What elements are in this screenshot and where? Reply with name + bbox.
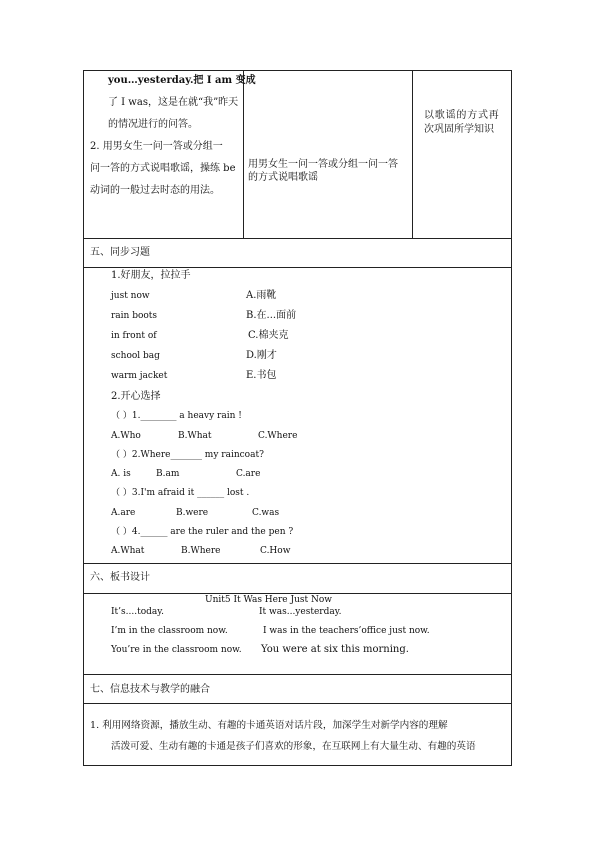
board-line-left: I’m in the classroom now. — [111, 626, 228, 636]
row-divider — [84, 674, 511, 675]
method-text-line: 2. 用男女生一问一答或分组一 — [90, 141, 223, 152]
method-text-line: 问一答的方式说唱歌谣，操练 be — [90, 163, 236, 174]
section-heading-board-design: 六、板书设计 — [90, 572, 150, 583]
match-chinese: C.棉夹克 — [248, 330, 289, 341]
board-line-right: It was...yesterday. — [259, 607, 342, 617]
column-divider — [412, 71, 413, 238]
method-text-line: 的情况进行的问答。 — [108, 119, 198, 130]
section-heading-exercises: 五、同步习题 — [90, 247, 150, 258]
option-c: C.are — [236, 469, 261, 479]
purpose-text-line: 以歌谣的方式再 — [424, 110, 500, 121]
option-a: A.Who — [111, 431, 141, 441]
method-text-line: 动词的一般过去时态的用法。 — [90, 185, 220, 196]
match-chinese: D.刚才 — [246, 350, 277, 361]
question-text: （ ）4.______ are the ruler and the pen ? — [111, 527, 294, 537]
lesson-plan-table — [83, 70, 512, 766]
match-chinese: A.雨靴 — [246, 290, 277, 301]
method-text-line: you…yesterday.把 I am 变成 — [108, 75, 256, 86]
section-heading-it-integration: 七、信息技术与教学的融合 — [90, 684, 210, 695]
question-text: （ ）3.I'm afraid it ______ lost . — [111, 488, 250, 498]
option-a: A.are — [111, 508, 136, 518]
board-title: Unit5 It Was Here Just Now — [205, 595, 332, 605]
board-line-left: You’re in the classroom now. — [111, 645, 242, 655]
option-b: B.am — [156, 469, 180, 479]
match-english: rain boots — [111, 311, 158, 321]
match-english: just now — [111, 291, 150, 301]
option-c: C.How — [260, 546, 291, 556]
purpose-text-line: 次巩固所学知识 — [424, 124, 494, 135]
integration-text-line: 1. 利用网络资源，播放生动、有趣的卡通英语对话片段，加深学生对新学内容的理解 — [90, 720, 448, 731]
board-line-left: It’s....today. — [111, 607, 165, 617]
match-chinese: E.书包 — [246, 370, 277, 381]
match-english: school bag — [111, 351, 160, 361]
question-text: （ ）1.________ a heavy rain ! — [111, 411, 242, 421]
option-c: C.Where — [258, 431, 298, 441]
row-divider — [84, 703, 511, 704]
exercise-title: 2.开心选择 — [111, 391, 161, 402]
method-text-line: 了 I was，这是在就“我”昨天 — [108, 97, 239, 108]
option-b: B.were — [176, 508, 209, 518]
option-a: A.What — [111, 546, 145, 556]
exercise-title: 1.好朋友，拉拉手 — [111, 270, 191, 281]
row-divider — [84, 267, 511, 268]
option-c: C.was — [252, 508, 280, 518]
option-b: B.What — [178, 431, 212, 441]
option-a: A. is — [111, 469, 131, 479]
match-english: in front of — [111, 331, 157, 341]
row-divider — [84, 593, 511, 594]
board-line-right: I was in the teachers’office just now. — [263, 626, 430, 636]
option-b: B.Where — [181, 546, 221, 556]
board-line-right: You were at six this morning. — [261, 644, 409, 655]
row-divider — [84, 238, 511, 239]
column-divider — [243, 71, 244, 238]
activity-text-line: 的方式说唱歌谣 — [248, 172, 318, 183]
activity-text-line: 用男女生一问一答或分组一问一答 — [248, 159, 398, 170]
question-text: （ ）2.Where_______ my raincoat? — [111, 450, 264, 460]
match-english: warm jacket — [111, 371, 168, 381]
match-chinese: B.在...面前 — [246, 310, 297, 321]
row-divider — [84, 563, 511, 564]
integration-text-line: 活泼可爱、生动有趣的卡通是孩子们喜欢的形象，在互联网上有大量生动、有趣的英语 — [111, 741, 476, 752]
